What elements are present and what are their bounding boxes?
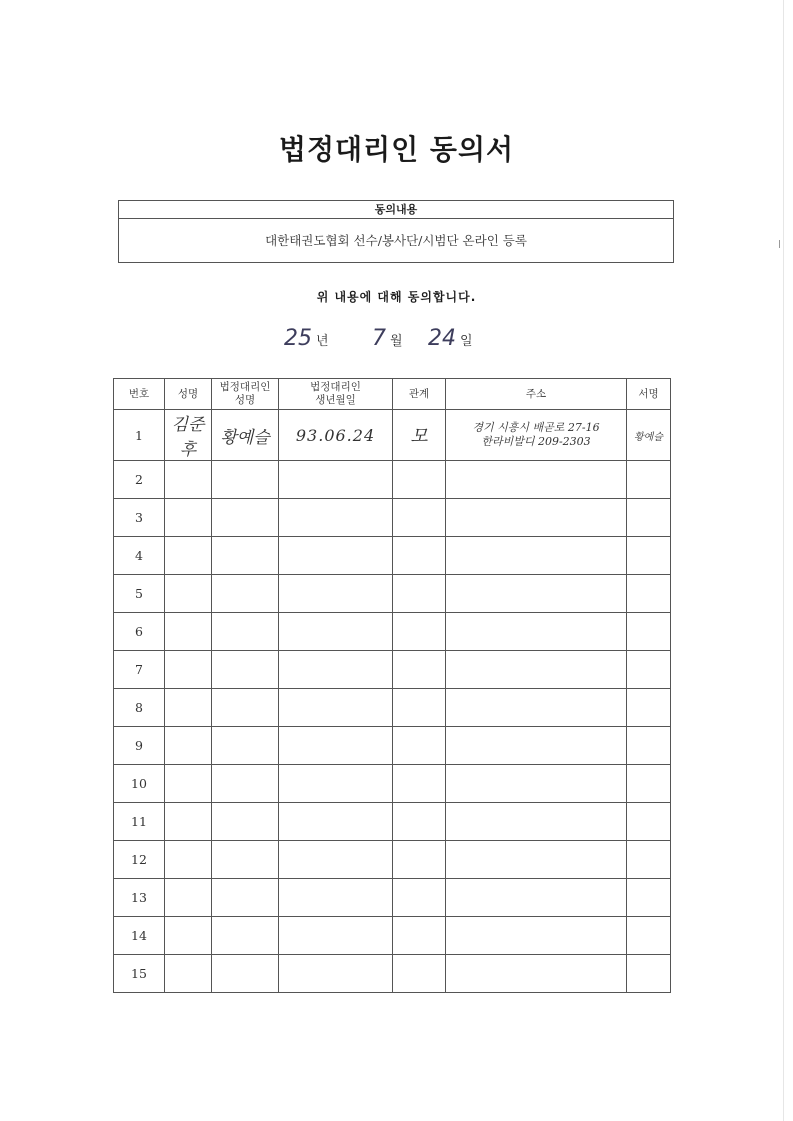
row-name [165, 879, 212, 917]
row-name: 김준후 [165, 410, 212, 461]
header-guardian-name: 법정대리인 성명 [212, 379, 279, 410]
row-address [446, 727, 627, 765]
row-guardian-birthdate [279, 727, 393, 765]
table-row [114, 613, 671, 651]
row-signature [627, 841, 671, 879]
row-guardian-name [212, 765, 279, 803]
date-day-unit: 일 [460, 334, 473, 349]
row-signature [627, 955, 671, 993]
table-row [114, 803, 671, 841]
row-guardian-name [212, 613, 279, 651]
row-address [446, 613, 627, 651]
scan-edge-line [783, 0, 784, 1121]
row-number: 10 [114, 765, 165, 803]
row-signature [627, 803, 671, 841]
row-signature [627, 917, 671, 955]
row-guardian-birthdate [279, 917, 393, 955]
row-relation [393, 803, 446, 841]
row-name [165, 613, 212, 651]
date-line [280, 326, 520, 352]
row-relation [393, 575, 446, 613]
row-address [446, 537, 627, 575]
row-relation [393, 499, 446, 537]
row-name [165, 499, 212, 537]
row-number: 13 [114, 879, 165, 917]
table-row [114, 765, 671, 803]
header-signature: 서명 [627, 379, 671, 410]
row-guardian-birthdate [279, 689, 393, 727]
table-row [114, 879, 671, 917]
table-body [114, 410, 671, 993]
row-address [446, 651, 627, 689]
header-relation: 관계 [393, 379, 446, 410]
row-address [446, 879, 627, 917]
row-address [446, 499, 627, 537]
table-row [114, 689, 671, 727]
table-row [114, 727, 671, 765]
table-row [114, 917, 671, 955]
guardian-table [113, 378, 671, 993]
row-guardian-name [212, 841, 279, 879]
date-year-unit: 년 [316, 334, 329, 349]
row-number: 3 [114, 499, 165, 537]
row-guardian-name [212, 727, 279, 765]
row-number: 7 [114, 651, 165, 689]
row-relation: 모 [393, 410, 446, 461]
row-signature [627, 537, 671, 575]
consent-header: 동의내용 [119, 201, 673, 219]
row-guardian-birthdate [279, 651, 393, 689]
table-row [114, 499, 671, 537]
date-year-value: 25 [284, 326, 312, 351]
row-number: 6 [114, 613, 165, 651]
row-guardian-birthdate [279, 575, 393, 613]
row-name [165, 955, 212, 993]
row-number: 9 [114, 727, 165, 765]
row-number: 8 [114, 689, 165, 727]
row-guardian-name [212, 689, 279, 727]
row-number: 1 [114, 410, 165, 461]
row-address-line2: 한라비발디 209-2303 [481, 435, 591, 448]
row-guardian-name [212, 651, 279, 689]
row-address [446, 461, 627, 499]
table-header-row [114, 379, 671, 410]
table-row [114, 955, 671, 993]
row-guardian-name [212, 537, 279, 575]
row-relation [393, 917, 446, 955]
row-number: 14 [114, 917, 165, 955]
row-signature [627, 651, 671, 689]
row-address [446, 955, 627, 993]
row-address [446, 689, 627, 727]
row-signature [627, 879, 671, 917]
row-guardian-birthdate [279, 955, 393, 993]
row-guardian-name [212, 499, 279, 537]
row-name [165, 727, 212, 765]
table-row [114, 841, 671, 879]
row-signature [627, 765, 671, 803]
row-guardian-birthdate [279, 499, 393, 537]
row-name [165, 803, 212, 841]
table-row [114, 651, 671, 689]
header-guardian-birthdate: 법정대리인 생년월일 [279, 379, 393, 410]
row-signature: 황예슬 [627, 410, 671, 461]
row-number: 12 [114, 841, 165, 879]
row-guardian-name [212, 575, 279, 613]
row-address [446, 917, 627, 955]
consent-box [118, 200, 674, 263]
row-guardian-birthdate [279, 613, 393, 651]
row-guardian-birthdate [279, 841, 393, 879]
row-guardian-birthdate [279, 537, 393, 575]
table-row [114, 410, 671, 461]
row-address [446, 575, 627, 613]
row-number: 2 [114, 461, 165, 499]
table-row [114, 461, 671, 499]
row-guardian-name [212, 955, 279, 993]
row-address [446, 841, 627, 879]
row-name [165, 537, 212, 575]
row-relation [393, 955, 446, 993]
row-name [165, 651, 212, 689]
row-signature [627, 461, 671, 499]
row-address [446, 410, 627, 461]
row-relation [393, 765, 446, 803]
row-relation [393, 651, 446, 689]
row-guardian-birthdate [279, 765, 393, 803]
row-relation [393, 727, 446, 765]
row-relation [393, 879, 446, 917]
row-relation [393, 537, 446, 575]
row-relation [393, 841, 446, 879]
row-number: 15 [114, 955, 165, 993]
date-month-unit: 월 [390, 334, 403, 349]
row-signature [627, 575, 671, 613]
row-guardian-birthdate [279, 461, 393, 499]
row-number: 5 [114, 575, 165, 613]
row-relation [393, 689, 446, 727]
page-title: 법정대리인 동의서 [278, 133, 515, 166]
row-name [165, 461, 212, 499]
consent-body: 대한태권도협회 선수/봉사단/시범단 온라인 등록 [265, 233, 527, 248]
row-guardian-name [212, 803, 279, 841]
row-name [165, 575, 212, 613]
row-signature [627, 689, 671, 727]
row-address [446, 803, 627, 841]
scan-mark [779, 240, 780, 248]
row-name [165, 765, 212, 803]
row-guardian-birthdate [279, 879, 393, 917]
row-relation [393, 461, 446, 499]
row-name [165, 917, 212, 955]
table-row [114, 537, 671, 575]
row-name [165, 689, 212, 727]
row-guardian-name: 황예슬 [212, 410, 279, 461]
row-guardian-name [212, 461, 279, 499]
agreement-statement: 위 내용에 대해 동의합니다. [316, 290, 477, 304]
row-name [165, 841, 212, 879]
header-address: 주소 [446, 379, 627, 410]
date-day-value: 24 [428, 326, 456, 351]
row-address [446, 765, 627, 803]
row-guardian-name [212, 879, 279, 917]
row-guardian-birthdate: 93.06.24 [279, 410, 393, 461]
date-month-value: 7 [372, 326, 386, 351]
row-signature [627, 499, 671, 537]
header-name: 성명 [165, 379, 212, 410]
header-number: 번호 [114, 379, 165, 410]
row-relation [393, 613, 446, 651]
row-signature [627, 613, 671, 651]
row-signature [627, 727, 671, 765]
table-row [114, 575, 671, 613]
row-number: 11 [114, 803, 165, 841]
row-guardian-name [212, 917, 279, 955]
row-number: 4 [114, 537, 165, 575]
row-address-line1: 경기 시흥시 배곧로 27-16 [472, 421, 600, 434]
row-guardian-birthdate [279, 803, 393, 841]
